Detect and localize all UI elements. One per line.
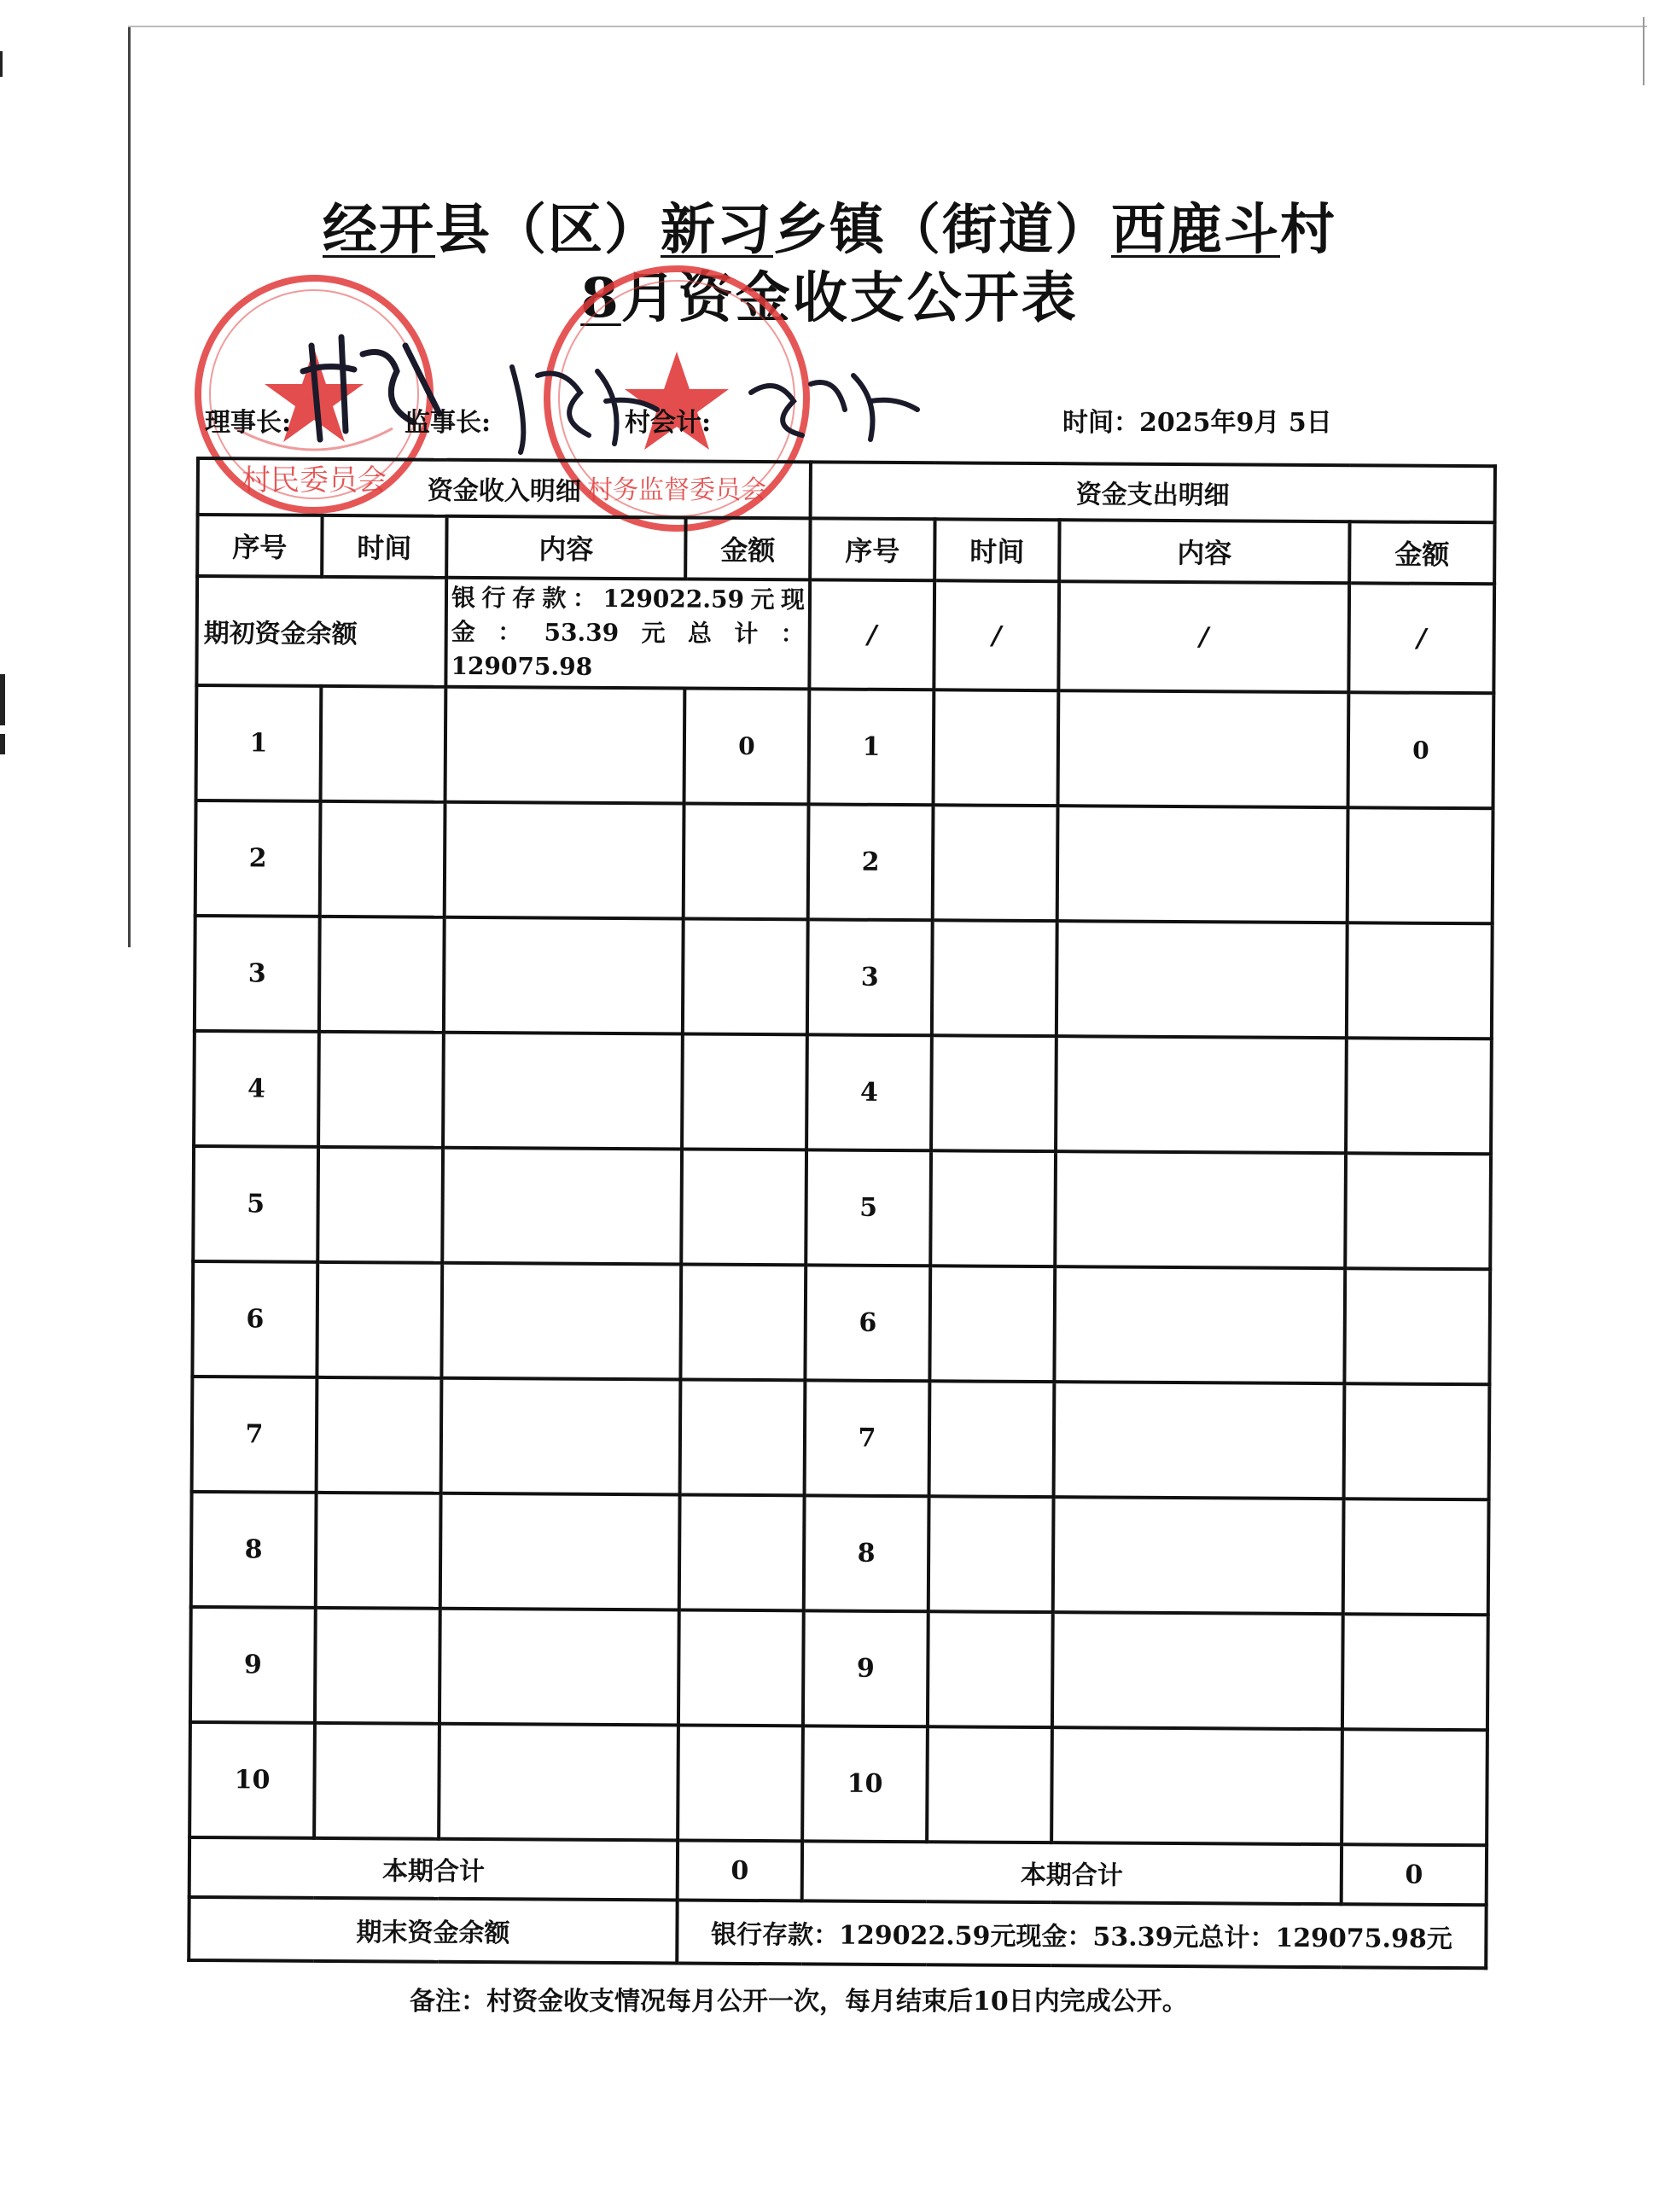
table-row: [191, 1492, 1489, 1615]
income-time: [318, 1032, 444, 1148]
expense-content: [1057, 921, 1348, 1038]
table-row: [190, 1607, 1488, 1730]
expense-amount: [1346, 1038, 1492, 1154]
title-county: 经开: [323, 198, 435, 262]
title-report-name: 月资金收支公开表: [620, 266, 1079, 330]
expense-content: [1055, 1151, 1346, 1268]
income-seq: 2: [195, 800, 321, 917]
expense-amount: [1344, 1383, 1490, 1499]
income-amount: [679, 1494, 805, 1610]
table-row: [194, 1031, 1492, 1154]
income-time: [317, 1147, 443, 1263]
title-month: 8: [580, 266, 621, 330]
income-time-header: 时间: [322, 515, 446, 578]
income-content: [441, 1263, 681, 1380]
footnote: 备注：村资金收支情况每月公开一次，每月结束后10日内完成公开。: [410, 1987, 1188, 2017]
expense-amount: [1344, 1268, 1490, 1384]
income-seq: 5: [193, 1146, 318, 1262]
svg-text:村民委员会: 村民委员会: [242, 463, 387, 498]
expense-content: [1056, 1036, 1347, 1153]
opening-placeholder: /: [934, 580, 1059, 690]
income-amount: [684, 803, 809, 919]
income-content: [439, 1724, 678, 1841]
income-seq: 8: [191, 1492, 317, 1608]
expense-amount: [1345, 1153, 1491, 1269]
income-period-total: 0: [678, 1840, 802, 1901]
income-section-header: 资金收入明细: [198, 458, 811, 518]
expense-time: [929, 1266, 1055, 1382]
income-time: [319, 917, 445, 1033]
income-content: [439, 1609, 679, 1726]
expense-section-header: 资金支出明细: [811, 462, 1495, 522]
income-amount: [680, 1264, 806, 1380]
income-time: [315, 1608, 440, 1724]
expense-amount: [1348, 807, 1493, 923]
income-content: [440, 1493, 680, 1610]
table-row: [192, 1377, 1490, 1499]
expense-seq: 10: [802, 1726, 928, 1842]
expense-content: [1057, 806, 1348, 923]
expense-content-header: 内容: [1059, 520, 1349, 583]
expense-time: [934, 690, 1059, 806]
income-time: [320, 801, 445, 917]
income-content: [441, 1378, 681, 1495]
income-amount: 0: [684, 689, 810, 805]
expense-period-total-label: 本期合计: [802, 1841, 1342, 1904]
expense-time: [932, 920, 1057, 1036]
page-title: [0, 186, 1659, 265]
income-amount: [678, 1725, 803, 1841]
expense-seq: 6: [805, 1265, 930, 1381]
supervisor-label: 监事长:: [405, 408, 492, 438]
closing-balance-label: 期末资金余额: [189, 1897, 677, 1963]
income-amount: [678, 1610, 804, 1726]
income-content: [444, 917, 684, 1034]
expense-amount: [1342, 1729, 1487, 1845]
page-edge: [128, 26, 1647, 27]
income-amount: [681, 1149, 806, 1265]
page-edge: [128, 26, 131, 947]
expense-time: [929, 1381, 1055, 1497]
title-village-suffix: 村: [1280, 198, 1336, 262]
title-county-suffix: 县（区）: [435, 198, 661, 262]
closing-balance-value: 银行存款：129022.59元现金：53.39元总计：129075.98元: [677, 1900, 1486, 1968]
expense-seq: 7: [805, 1380, 930, 1496]
expense-content: [1054, 1266, 1345, 1383]
expense-content: [1052, 1612, 1343, 1729]
income-time: [317, 1377, 442, 1493]
income-seq: 7: [192, 1377, 317, 1493]
income-amount: [680, 1379, 806, 1495]
expense-amount: [1342, 1614, 1488, 1730]
income-seq: 9: [190, 1607, 316, 1723]
expense-time: [931, 1035, 1057, 1151]
income-time: [316, 1493, 441, 1609]
svg-text:村务监督委员会: 村务监督委员会: [587, 475, 766, 505]
opening-balance-label: 期初资金余额: [196, 576, 446, 687]
title-village: 西鹿斗: [1111, 198, 1280, 262]
expense-content: [1053, 1497, 1344, 1614]
table-row: [189, 1722, 1487, 1845]
table-row: [193, 1146, 1491, 1269]
income-seq: 1: [196, 685, 322, 801]
expense-content: [1051, 1727, 1342, 1844]
scan-mark: [0, 674, 5, 725]
income-content-header: 内容: [446, 516, 685, 579]
income-seq: 3: [195, 916, 320, 1032]
expense-amount-header: 金额: [1349, 521, 1494, 584]
income-content: [442, 1148, 682, 1265]
expense-time: [933, 805, 1058, 921]
income-content: [445, 687, 685, 804]
income-amount: [682, 1033, 807, 1150]
income-content: [443, 1033, 683, 1150]
expense-seq: 9: [803, 1610, 928, 1726]
expense-time: [930, 1150, 1056, 1266]
table-row: [196, 685, 1494, 808]
expense-period-total: 0: [1342, 1844, 1487, 1905]
income-period-total-label: 本期合计: [189, 1837, 678, 1900]
chairman-label: 理事长:: [205, 408, 292, 438]
expense-time-header: 时间: [934, 519, 1059, 581]
table-row: [195, 916, 1493, 1039]
finance-ledger-table: [187, 457, 1497, 1970]
opening-placeholder: /: [809, 579, 934, 690]
expense-seq: 1: [809, 689, 934, 805]
expense-time: [928, 1496, 1054, 1612]
income-seq: 4: [194, 1031, 319, 1147]
expense-time: [928, 1611, 1053, 1727]
income-amount-header: 金额: [685, 518, 810, 580]
income-time: [314, 1723, 439, 1839]
income-time: [321, 686, 446, 802]
opening-placeholder: /: [1348, 583, 1494, 693]
expense-amount: [1347, 923, 1493, 1039]
scan-mark: [0, 51, 3, 77]
expense-seq-header: 序号: [810, 518, 934, 580]
scan-mark: [0, 734, 5, 754]
opening-placeholder: /: [1058, 581, 1349, 692]
expense-content: [1058, 690, 1349, 807]
income-amount: [683, 918, 808, 1034]
table-row: [192, 1261, 1490, 1384]
income-seq: 10: [189, 1722, 315, 1838]
expense-seq: 4: [806, 1034, 932, 1150]
income-time: [317, 1262, 442, 1378]
income-seq: 6: [192, 1261, 317, 1377]
accountant-label: 村会计:: [625, 408, 712, 438]
income-content: [445, 802, 684, 919]
accountant-signature: [742, 358, 922, 452]
page-edge: [1643, 17, 1644, 85]
income-seq-header: 序号: [197, 515, 322, 577]
report-date: 时间：2025年9月 5日: [1062, 408, 1332, 438]
title-town: 新习: [661, 198, 773, 262]
expense-seq: 2: [808, 804, 934, 920]
expense-seq: 3: [807, 919, 933, 1035]
expense-time: [927, 1726, 1052, 1842]
expense-seq: 5: [806, 1150, 931, 1266]
title-town-suffix: 乡镇（街道）: [773, 198, 1111, 262]
expense-amount: [1343, 1499, 1489, 1615]
opening-balance-value: 银行存款：129022.59元现金：53.39元总计：129075.98: [445, 578, 810, 690]
expense-seq: 8: [804, 1495, 929, 1611]
expense-amount: 0: [1348, 692, 1494, 808]
expense-content: [1054, 1382, 1345, 1499]
table-row: [195, 800, 1493, 923]
